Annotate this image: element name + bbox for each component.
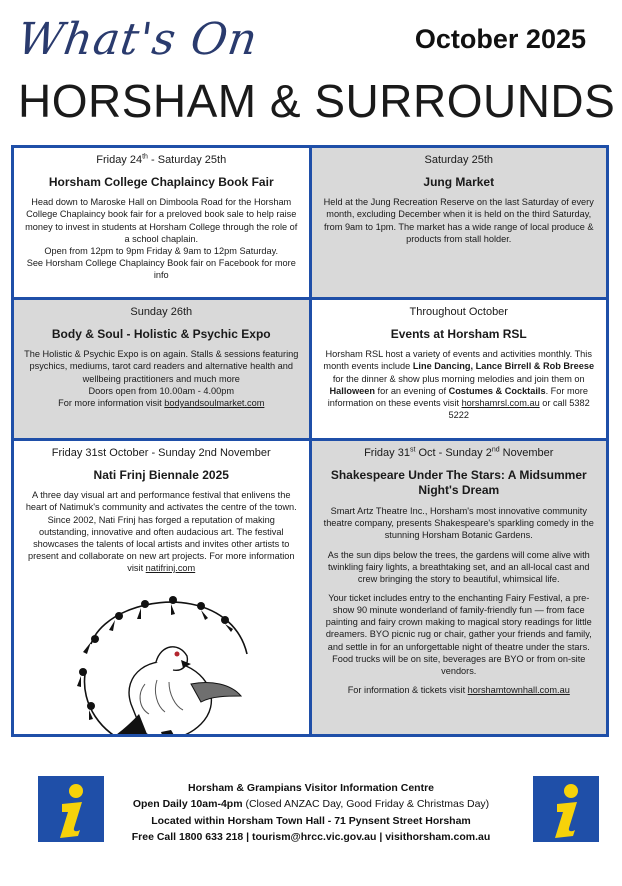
nati-frinj-artwork-image [61, 584, 261, 734]
visitor-info-footer [0, 760, 622, 886]
natifrinj-link[interactable]: natifrinj.com [145, 563, 196, 574]
event-paragraph: As the sun dips below the trees, the gardens will come alive with twinkling fairy lights, a breathtaking set, and an all-local cast and crew bringing the story to beautiful, whimsical life. [327, 549, 590, 584]
event-card-horsham-rsl [312, 300, 607, 438]
visitor-centre-hours: Open Daily 10am-4pm (Closed ANZAC Day, Good Friday & Christmas Day) [132, 798, 490, 811]
bodyandsoul-link[interactable]: bodyandsoulmarket.com [164, 397, 265, 408]
page-header [0, 0, 622, 145]
event-card-body-soul-expo [14, 300, 309, 438]
visitor-centre-contact: Free Call 1800 633 218 | tourism@hrcc.vic.gov.au | visithorsham.com.au [131, 830, 491, 843]
visitor-centre-name: Horsham & Grampians Visitor Information Centre [187, 782, 435, 794]
main-title: HORSHAM & SURROUNDS [18, 75, 616, 127]
event-hours: Open from 12pm to 9pm Friday & 9am to 12pm Saturday. [44, 245, 279, 256]
info-i-icon [38, 776, 104, 842]
event-description: The Holistic & Psychic Expo is on again. Stalls & sessions featuring psychics, mediums, tarot card readers and alternative health and wellbeing practitioners and much more [24, 349, 299, 384]
event-date: Saturday 25th [424, 154, 493, 166]
event-card-jung-market [312, 148, 607, 297]
event-card-nati-frinj [14, 441, 309, 734]
event-date: Friday 31st Oct - Sunday 2nd November [364, 446, 554, 459]
event-hours: Doors open from 10.00am - 4.00pm [88, 385, 235, 396]
event-more-info: See Horsham College Chaplaincy Book fair on Facebook for more info [26, 258, 296, 281]
info-i-icon [533, 776, 599, 842]
event-card-shakespeare [312, 441, 607, 734]
month-title: October 2025 [414, 24, 586, 54]
event-title: Body & Soul - Holistic & Psychic Expo [51, 326, 271, 341]
event-title: Shakespeare Under The Stars: A Midsummer Night's Dream [330, 467, 587, 498]
event-more-info: For more information visit bodyandsoulmarket.com [58, 397, 265, 408]
event-date: Sunday 26th [130, 306, 193, 318]
event-description: Head down to Maroske Hall on Dimboola Road for the Horsham College Chaplaincy book fair for a preloved book sale to help raise money to invest in students at Horsham College through the role of a school chaplain. [25, 197, 298, 244]
event-card-book-fair [14, 148, 309, 297]
event-title: Horsham College Chaplaincy Book Fair [48, 174, 274, 189]
whats-on-script-title: What's On [14, 14, 262, 65]
event-description: A three day visual art and performance festival that enlivens the heart of Natimuk's community and activates the centre of the town. Since 2002, Nati Frinj has forged a reputation of making outstanding, innovative and often audacious art. The festival showcases the talents of local artists and invites other artists to present and collaborate on new art projects. For more information visit natifrinj.com [25, 490, 297, 574]
event-date: Friday 24th - Saturday 25th [96, 153, 227, 166]
visitor-centre-address: Located within Horsham Town Hall - 71 Pynsent Street Horsham [151, 814, 471, 827]
event-date: Friday 31st October - Sunday 2nd November [51, 447, 271, 459]
event-title: Jung Market [423, 174, 495, 189]
event-more-info: For information & tickets visit horshamtownhall.com.au [347, 685, 570, 695]
event-description: Held at the Jung Recreation Reserve on the last Saturday of every month, excluding December when it is held on the third Saturday, from 9am to 1pm. The market has a wide range of local produce & products from stall holder. [323, 197, 594, 244]
horshamrsl-link[interactable]: horshamrsl.com.au [461, 397, 540, 408]
event-title: Events at Horsham RSL [390, 326, 527, 341]
event-paragraph: Your ticket includes entry to the enchanting Fairy Festival, a pre-show 90 minute wonderland of family-friendly fun — from face painting and fairy crown making to magical story readings for little dreamers. BYO picnic rug or chair, gather your friends and family, and settle in for an unforgettable night of theatre under the stars. Food trucks will be on site, beverages are BYO or from on-site vendors. [325, 593, 592, 676]
events-grid [11, 145, 609, 737]
event-paragraph: Smart Artz Theatre Inc., Horsham's most innovative community theatre company, presents Shakespeare's sparkling comedy in the stunning Horsham Botanic Gardens. [323, 506, 594, 541]
horshamtownhall-link[interactable]: horshamtownhall.com.au [467, 685, 570, 695]
event-description: Horsham RSL host a variety of events and activities monthly. This month events include Line Dancing, Lance Birrell & Rob Breese for the dinner & show plus morning melodies and join them on Halloween for an evening of Costumes & Cocktails. For more information on these events visit horshamrsl.com.au or call 5382 5222 [323, 349, 595, 421]
visitor-centre-details [100, 780, 522, 845]
event-title: Nati Frinj Biennale 2025 [93, 467, 229, 482]
event-date: Throughout October [409, 306, 508, 318]
